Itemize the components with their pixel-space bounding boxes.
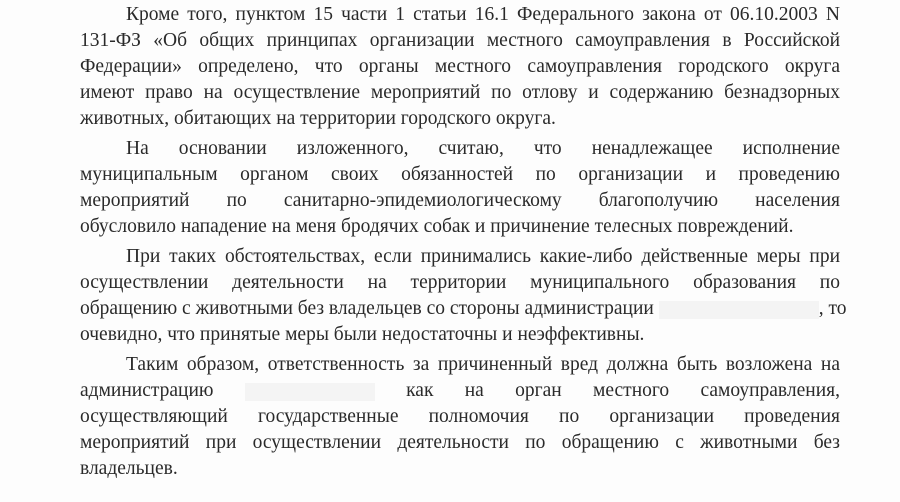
text-line: На основании изложенного, считаю, что ненадлежащее исполнение [126,138,840,159]
redaction-mark [245,383,375,401]
text-line: имеют право на осуществление мероприятий по отлову и содержанию безнадзорных [80,82,840,103]
text-line: При таких обстоятельствах, если принимались какие-либо действенные меры при [126,246,840,267]
paragraph-conclusion [80,136,840,240]
text-line: осуществлении деятельности на территории муниципального образования по [80,272,840,293]
text-fragment: как на орган местного самоуправления, [406,380,840,401]
text-line [80,378,840,404]
paragraph-circumstances [80,244,847,348]
text-line: мероприятий при осуществлении деятельности по обращению с животными без [80,432,840,453]
redaction-mark [659,301,819,319]
text-line: мероприятий по санитарно-эпидемиологическому благополучию населения [80,190,840,211]
text-fragment: администрацию [80,380,214,401]
text-line: очевидно, что принятые меры были недостаточны и неэффективны. [80,324,645,345]
text-fragment: , то [818,298,847,319]
text-line: Федерации» определено, что органы местного самоуправления городского округа [80,56,840,77]
text-line [80,296,847,322]
text-line: владельцев. [80,458,178,479]
text-line: муниципальным органом своих обязанностей по организации и проведению [80,164,840,185]
text-line: Кроме того, пунктом 15 части 1 статьи 16.1 Федерального закона от 06.10.2003 N [126,4,840,25]
text-line: Таким образом, ответственность за причиненный вред должна быть возложена на [126,354,840,375]
text-line: осуществляющий государственные полномочия по организации проведения [80,406,840,427]
text-line: животных, обитающих на территории городского округа. [80,108,556,129]
paragraph-legal-basis [80,2,840,132]
paragraph-responsibility [80,352,840,482]
text-line: 131-ФЗ «Об общих принципах организации местного самоуправления в Российской [80,30,840,51]
text-fragment: обращению с животными без владельцев со стороны администрации [80,298,654,319]
text-line: обусловило нападение на меня бродячих собак и причинение телесных повреждений. [80,216,794,237]
